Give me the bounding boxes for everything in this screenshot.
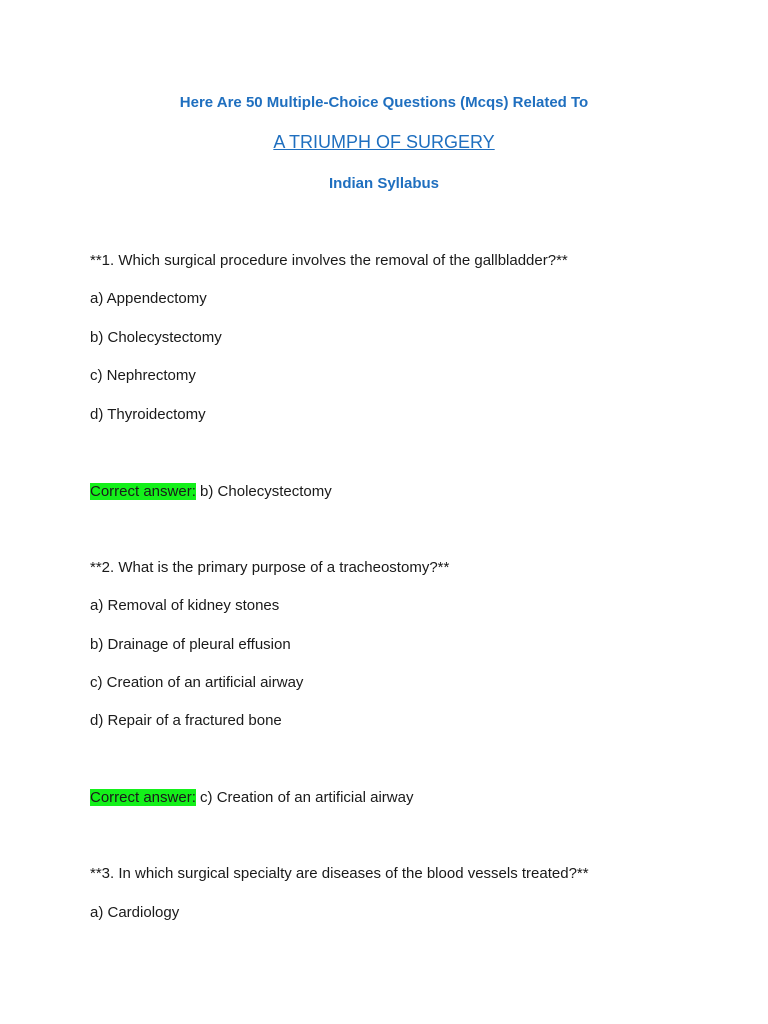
document-intro: Here Are 50 Multiple-Choice Questions (Mcqs) Related To — [179, 94, 589, 111]
q2-answer — [90, 788, 413, 808]
q2-answer-label: Correct answer: — [90, 789, 196, 806]
q1-answer — [90, 482, 332, 502]
question-2: **2. What is the primary purpose of a tracheostomy?** — [90, 559, 450, 576]
q1-option-d: d) Thyroidectomy — [90, 406, 206, 423]
q2-option-a: a) Removal of kidney stones — [90, 597, 280, 614]
document-subtitle: Indian Syllabus — [328, 175, 440, 192]
q1-answer-label: Correct answer: — [90, 483, 196, 500]
q1-option-c: c) Nephrectomy — [90, 367, 196, 384]
q1-answer-text: b) Cholecystectomy — [195, 483, 332, 500]
q2-option-b: b) Drainage of pleural effusion — [90, 636, 291, 653]
q2-option-d: d) Repair of a fractured bone — [90, 712, 282, 729]
document-title: A TRIUMPH OF SURGERY — [273, 132, 495, 152]
q2-answer-text: c) Creation of an artificial airway — [195, 789, 414, 806]
q2-option-c: c) Creation of an artificial airway — [90, 674, 304, 691]
question-1: **1. Which surgical procedure involves the removal of the gallbladder?** — [90, 252, 568, 269]
question-3: **3. In which surgical specialty are diseases of the blood vessels treated?** — [90, 865, 589, 882]
q1-option-b: b) Cholecystectomy — [90, 329, 222, 346]
q1-option-a: a) Appendectomy — [90, 290, 207, 307]
q3-option-a: a) Cardiology — [90, 904, 180, 921]
